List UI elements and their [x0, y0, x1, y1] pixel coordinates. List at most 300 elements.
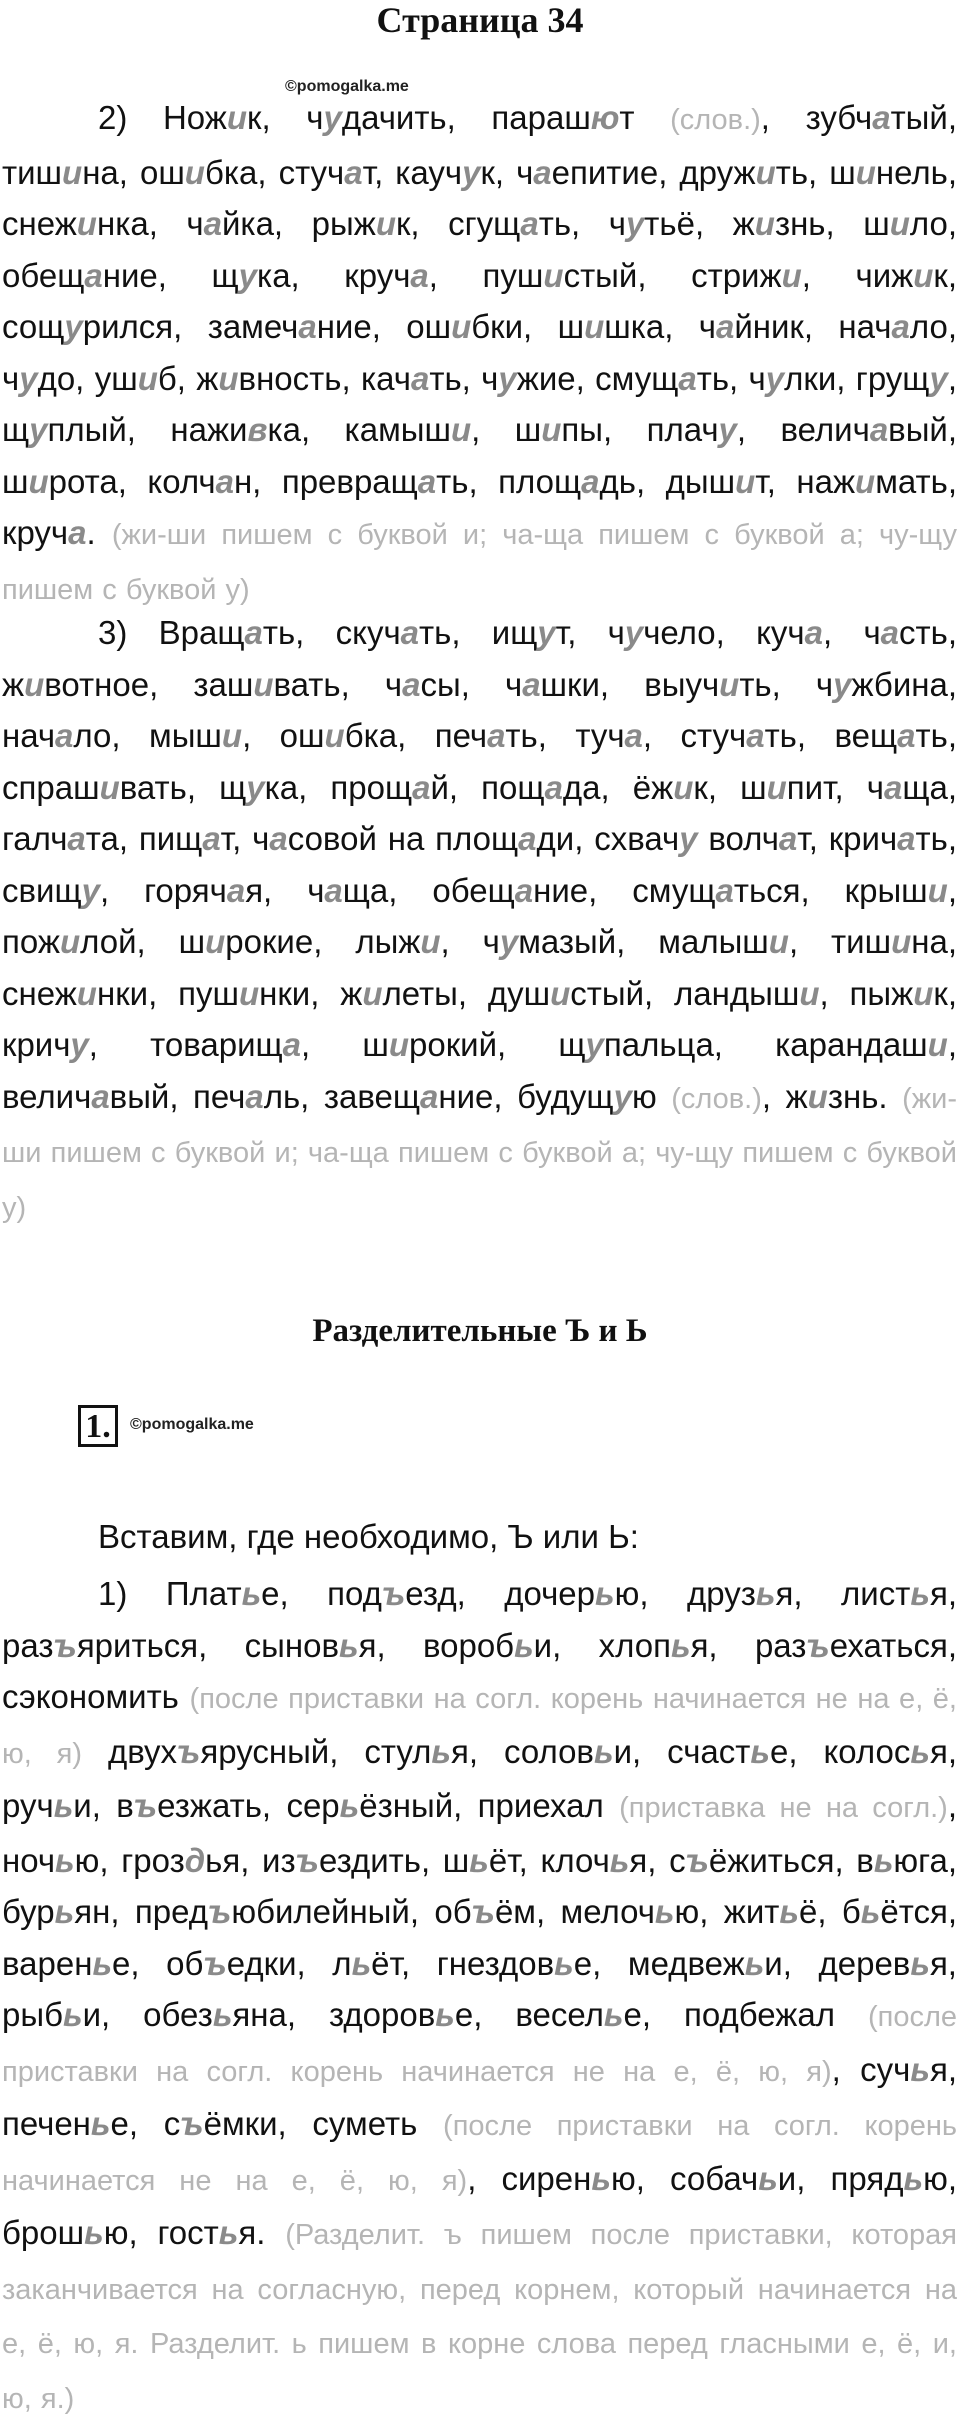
text-run: е, с [110, 2105, 181, 2142]
spelling-letter: а [518, 820, 537, 857]
text-run: , стуч [642, 717, 747, 754]
spelling-letter: а [282, 1026, 302, 1063]
text-run: сть, ж [2, 614, 957, 703]
text-run: лки, грущ [784, 359, 930, 397]
text-run: , пыж [819, 974, 914, 1012]
spelling-letter: у [323, 99, 342, 136]
text-run: ка, прощ [264, 768, 413, 806]
spelling-letter: а [715, 308, 735, 345]
text-run: ть, ч [538, 205, 626, 242]
spelling-letter: а [68, 514, 87, 551]
spelling-letter: а [91, 1077, 110, 1115]
spelling-letter: а [226, 871, 246, 909]
spelling-letter: ь [744, 1944, 765, 1982]
spelling-letter: и [584, 308, 605, 345]
text-run: рокий, щ [409, 1026, 586, 1063]
text-run: ёмки, суметь [203, 2105, 444, 2142]
text-run: е, весел [454, 1996, 604, 2033]
text-run: ю, друз [614, 1575, 756, 1612]
spelling-letter: а [897, 717, 916, 754]
text-run: ние, смущ [533, 871, 716, 909]
spelling-letter: у [624, 614, 644, 651]
spelling-letter: ъ [685, 1841, 709, 1879]
spelling-letter: у [462, 153, 481, 191]
text-run: жие, смущ [516, 359, 679, 397]
text-run: и, обез [82, 1996, 213, 2033]
text-run: , чиж [801, 256, 914, 294]
text-run: ло, мыш [73, 717, 222, 754]
text-run: и, дерев [764, 1944, 911, 1982]
spelling-letter: ь [779, 1893, 799, 1930]
text-run: вать, ч [273, 665, 403, 703]
text-run: нель, снеж [2, 153, 957, 242]
spelling-letter: ь [591, 2159, 611, 2197]
text-run: ло, обещ [2, 205, 958, 294]
text-run: стый, стриж [563, 256, 782, 294]
spelling-letter: а [746, 717, 765, 754]
text-run: рота, колч [48, 462, 216, 500]
spelling-letter: у [765, 359, 785, 397]
task-number-box: 1. [78, 1405, 118, 1447]
spelling-letter: ь [339, 1787, 360, 1824]
spelling-letter: а [269, 820, 288, 857]
spelling-letter: и [24, 665, 45, 703]
spelling-letter: ь [55, 1841, 75, 1879]
text-run: , ч [822, 614, 881, 651]
text-run: е, медвеж [573, 1944, 745, 1982]
text-run: ярусный, стул [200, 1732, 432, 1770]
text-run: я, солов [450, 1732, 594, 1770]
text-run: и, счаст [613, 1732, 751, 1770]
spelling-letter: у [625, 205, 645, 242]
text-run: , велич [2, 1026, 958, 1115]
spelling-letter: и [76, 205, 97, 242]
spelling-letter: и [781, 256, 802, 294]
text-run: ние, ош [316, 308, 452, 345]
spelling-letter: ь [860, 1893, 881, 1930]
text-run: яна, здоров [232, 1996, 436, 2033]
spelling-letter: а [84, 256, 103, 294]
spelling-letter: ь [435, 1996, 455, 2033]
text-run: двух [82, 1732, 178, 1770]
spelling-letter: а [581, 462, 600, 500]
text-run: , зубч [760, 99, 873, 136]
text-run: т, наж [755, 462, 856, 500]
text-run: я, руч [2, 1732, 958, 1824]
spelling-letter: ь [431, 1732, 451, 1770]
spelling-letter: а [520, 205, 539, 242]
spelling-letter: ь [241, 1575, 262, 1612]
text-run: ья, из [205, 1841, 296, 1879]
text-run: ть, ч [696, 359, 766, 397]
spelling-letter: ъ [53, 1626, 77, 1664]
text-run: ть, свищ [2, 820, 957, 909]
text-run: ехаться, сэкономить [2, 1626, 957, 1715]
spelling-letter: у [679, 820, 698, 857]
text-run: бка, стуч [204, 153, 345, 191]
text-run: бка, печ [344, 717, 488, 754]
spelling-letter: у [833, 665, 852, 703]
spelling-letter: а [402, 665, 421, 703]
spelling-letter: и [735, 462, 756, 500]
text-run: епитие, друж [551, 153, 756, 191]
spelling-letter: ь [554, 1944, 574, 1982]
text-run: ётся, варен [2, 1893, 957, 1982]
spelling-letter: а [203, 205, 222, 242]
text-run: тьё, ж [644, 205, 755, 242]
text-run: знь, ш [774, 205, 890, 242]
text-run: к, ш [693, 768, 767, 806]
rule-note: (после приставки на согл. корень начинается не на е, ё, ю, я) [2, 1683, 957, 1770]
spelling-letter: и [673, 768, 694, 806]
text-run: пы, плач [561, 411, 719, 448]
text-run: , ч [440, 923, 500, 960]
spelling-letter: а [533, 153, 552, 191]
text-run: к, крич [2, 974, 957, 1063]
text-run: ща, обещ [342, 871, 515, 909]
spelling-letter: у [499, 923, 519, 960]
spelling-letter: и [913, 256, 934, 294]
spelling-letter: ь [53, 1787, 74, 1824]
text-run: я, с [629, 1841, 686, 1879]
spelling-letter: ъ [180, 2105, 204, 2142]
text-run: совой на площ [287, 820, 519, 857]
text-run: дачить, параш [341, 99, 591, 136]
spelling-letter: ь [654, 1893, 675, 1930]
text-run: вотное, заш [44, 665, 254, 703]
spelling-letter: и [927, 1026, 948, 1063]
text-run: до, уш [37, 359, 138, 397]
text-run: ща, галч [2, 768, 957, 857]
spelling-letter: а [883, 768, 903, 806]
rule-note: (после приставки на согл. корень начинается не на е, ё, ю, я) [2, 2110, 957, 2197]
spelling-letter: у [238, 256, 258, 294]
text-run: ние, будущ [438, 1077, 614, 1115]
rule-note: (слов.) [671, 1082, 762, 1115]
spelling-letter: и [550, 974, 571, 1012]
text-run: я, раз [2, 1575, 957, 1664]
text-run: е, об [112, 1944, 204, 1982]
text-run: т, ч [220, 820, 270, 857]
spelling-letter: и [362, 974, 383, 1012]
text-run: ть, ищ [419, 614, 538, 651]
spelling-letter: ь [593, 1732, 614, 1770]
spelling-letter: и [719, 665, 740, 703]
text-run: знь. [827, 1077, 903, 1115]
text-run: мать, круч [2, 462, 957, 551]
spelling-letter: у [246, 768, 265, 806]
spelling-letter: ь [758, 2159, 778, 2197]
spelling-letter: а [55, 717, 74, 754]
text-run: , суч [831, 2050, 911, 2088]
spelling-letter: ь [90, 2105, 111, 2142]
spelling-letter: ь [755, 1575, 776, 1612]
text-run: вать, щ [119, 768, 247, 806]
text-run: ё, б [798, 1893, 861, 1930]
spelling-letter: у [498, 359, 517, 397]
spelling-letter: а [244, 614, 263, 651]
spelling-letter: ь [92, 1944, 113, 1982]
text-run: бки, ш [471, 308, 585, 345]
text-run: я, рыб [2, 1944, 957, 2033]
spelling-letter: а [298, 308, 317, 345]
text-run: я, ч [245, 871, 325, 909]
text-run: пальца, карандаш [603, 1026, 928, 1063]
text-run: ю [631, 1077, 672, 1115]
spelling-letter: и [927, 871, 948, 909]
text-run: т, кауч [362, 153, 463, 191]
text-run: ю, брош [2, 2159, 958, 2251]
spelling-letter: у [64, 308, 83, 345]
spelling-letter: и [799, 974, 820, 1012]
spelling-letter: а [245, 1077, 264, 1115]
spelling-letter: а [872, 99, 891, 136]
spelling-letter: ь [84, 2214, 104, 2251]
spelling-letter: и [420, 923, 441, 960]
spelling-letter: ъ [177, 1732, 201, 1770]
text-run: к, сгущ [395, 205, 521, 242]
text-run: е, под [261, 1575, 382, 1612]
spelling-letter: а [514, 871, 534, 909]
text-run: жбина, нач [2, 665, 957, 754]
spelling-letter: а [324, 871, 343, 909]
rule-note: (жи-ши пишем с буквой и; ча-ща пишем с буквой а; чу-щу пишем с буквой у) [2, 519, 957, 606]
spelling-letter: и [450, 411, 472, 448]
spelling-letter: ь [595, 1575, 615, 1612]
text-run: , товарищ [88, 1026, 283, 1063]
watermark: ©pomogalka.me [285, 78, 409, 95]
spelling-letter: и [137, 359, 158, 397]
spelling-letter: а [410, 256, 429, 294]
text-run: едки, л [226, 1944, 352, 1982]
spelling-letter: у [537, 614, 556, 651]
spelling-letter: а [880, 614, 900, 651]
spelling-letter: и [238, 974, 260, 1012]
text-run: ян, пред [74, 1893, 208, 1930]
text-run: езжать, сер [157, 1787, 340, 1824]
task-2-answer [2, 92, 957, 616]
text-run: лой, ш [80, 923, 206, 960]
spelling-letter: и [541, 411, 562, 448]
spelling-letter: а [420, 1077, 439, 1115]
text-run: та, пищ [85, 820, 203, 857]
text-run: ть, вещ [764, 717, 898, 754]
spelling-letter: а [412, 768, 431, 806]
text-run: ние, щ [102, 256, 239, 294]
spelling-letter: в [247, 411, 268, 448]
text-run: вность, кач [238, 359, 411, 397]
spelling-letter: а [678, 359, 697, 397]
spelling-letter: ъ [471, 1893, 495, 1930]
spelling-letter: и [205, 923, 226, 960]
watermark: ©pomogalka.me [130, 1416, 254, 1433]
task-instruction: Вставим, где необходимо, Ъ или Ь: [98, 1518, 639, 1555]
spelling-letter: ь [910, 1575, 930, 1612]
text-run: ю, гроз [74, 1841, 185, 1879]
spelling-letter: ь [338, 1626, 359, 1664]
text-run: плый, нажи [47, 411, 248, 448]
text-run: ю, гост [103, 2214, 219, 2251]
text-run: нки, ж [259, 974, 363, 1012]
text-run: , ош [242, 717, 325, 754]
text-run: на, ош [82, 153, 185, 191]
text-run: ёт, гнездов [371, 1944, 555, 1982]
text-run: и, хлоп [533, 1626, 671, 1664]
text-run: ездить, ш [318, 1841, 470, 1879]
spelling-letter: а [202, 820, 221, 857]
spelling-letter: и [543, 256, 564, 294]
page-title: Страница 34 [376, 0, 584, 40]
text-run: й, пощ [430, 768, 545, 806]
spelling-letter: а [410, 359, 430, 397]
spelling-letter: а [417, 462, 437, 500]
text-run: нки, пуш [96, 974, 239, 1012]
spelling-letter: ь [603, 1996, 624, 2033]
text-run: 3) Вращ [98, 614, 245, 651]
text-run: , ноч [2, 1787, 958, 1879]
spelling-letter: и [59, 923, 81, 960]
spelling-letter: ь [873, 1841, 894, 1879]
text-run: к, ч [480, 153, 534, 191]
spelling-letter: ъ [295, 1841, 319, 1879]
text-run: 1) Плат [98, 1575, 242, 1612]
spelling-letter: ь [514, 1626, 534, 1664]
text-run: и, пряд [777, 2159, 904, 2197]
text-run: да, ёж [562, 768, 674, 806]
text-run: , тиш [788, 923, 892, 960]
spelling-letter: у [929, 359, 948, 397]
text-run: йник, нач [734, 308, 892, 345]
spelling-letter: и [913, 974, 934, 1012]
spelling-letter: и [889, 205, 910, 242]
spelling-letter: и [226, 99, 248, 136]
spelling-letter: а [778, 820, 798, 857]
text-run: я, вороб [358, 1626, 515, 1664]
spelling-letter: и [451, 308, 472, 345]
spelling-letter: ь [910, 1732, 930, 1770]
spelling-letter: и [388, 1026, 410, 1063]
text-run: , ж [761, 1077, 808, 1115]
text-run: ть, скуч [262, 614, 401, 651]
text-run: волч [697, 820, 779, 857]
task-3-answer [2, 607, 957, 1234]
spelling-letter: ь [469, 1841, 489, 1879]
spelling-letter: ь [54, 1893, 75, 1930]
text-run: ка, камыш [267, 411, 451, 448]
spelling-letter: ь [910, 1944, 930, 1982]
text-run: ёжиться, в [708, 1841, 874, 1879]
text-run: е, подбежал [623, 1996, 868, 2033]
text-run: 2) Нож [98, 99, 227, 136]
spelling-letter: а [869, 411, 889, 448]
spelling-letter: и [766, 768, 787, 806]
text-run: к, сощ [2, 256, 957, 345]
spelling-letter: и [99, 768, 120, 806]
spelling-letter: а [522, 665, 541, 703]
text-run: т, ч [555, 614, 625, 651]
task-1-answer [2, 1568, 957, 2425]
spelling-letter: и [807, 1077, 828, 1115]
spelling-letter: ъ [207, 1893, 232, 1930]
text-run: чело, куч [643, 614, 805, 651]
spelling-letter: а [67, 820, 86, 857]
text-run: к, ч [247, 99, 324, 136]
spelling-letter: и [855, 462, 876, 500]
spelling-letter: а [897, 820, 916, 857]
spelling-letter: и [324, 717, 345, 754]
spelling-letter: и [755, 153, 776, 191]
spelling-letter: ь [609, 1841, 630, 1879]
text-run: б, ж [157, 359, 219, 397]
text-run: рокие, лыж [225, 923, 421, 960]
text-run: шки, выуч [540, 665, 720, 703]
spelling-letter: и [218, 359, 239, 397]
text-run: ть, туч [505, 717, 625, 754]
text-run: я. [238, 2214, 286, 2251]
spelling-letter: ъ [806, 1626, 830, 1664]
spelling-letter: и [253, 665, 274, 703]
spelling-letter: у [19, 359, 38, 397]
text-run: ка, круч [257, 256, 411, 294]
text-run: ю, собач [610, 2159, 759, 2197]
text-run: дь, дыш [599, 462, 736, 500]
spelling-letter: и [28, 462, 49, 500]
text-run: , сирен [467, 2159, 592, 2197]
text-run: , пуш [428, 256, 544, 294]
text-run: йка, рыж [221, 205, 376, 242]
text-run: ёт, клоч [488, 1841, 610, 1879]
spelling-letter: и [184, 153, 205, 191]
spelling-letter: и [221, 717, 243, 754]
spelling-letter: а [400, 614, 420, 651]
text-run: н, превращ [233, 462, 418, 500]
section-title: Разделительные Ъ и Ь [312, 1313, 648, 1349]
spelling-letter: ю [590, 99, 620, 136]
text-run: леты, душ [382, 974, 551, 1012]
rule-note: (слов.) [670, 104, 761, 136]
text-run: , ш [471, 411, 542, 448]
text-run: ть, площ [436, 462, 582, 500]
text-run: нка, ч [96, 205, 204, 242]
text-run: ться, крыш [733, 871, 928, 909]
text-run: ть, спраш [2, 717, 958, 806]
spelling-letter: а [487, 717, 506, 754]
text-run: ло, ч [2, 308, 957, 397]
text-run: я, лист [775, 1575, 911, 1612]
text-run: , ш [301, 1026, 389, 1063]
text-run: тый, тиш [2, 99, 957, 191]
text-run: юбилейный, об [231, 1893, 472, 1930]
rule-note: (Разделит. ъ пишем после приставки, которая заканчивается на согласную, перед корнем, который начинается на е, ё, ю, я. Разделит. ь пишем в корне слова перед гласными е, ё, и, ю, я.) [2, 2219, 957, 2415]
text-run: мазый, малыш [518, 923, 769, 960]
spelling-letter: ь [62, 1996, 83, 2033]
spelling-letter: а [624, 717, 643, 754]
spelling-letter: ъ [133, 1787, 158, 1824]
text-run: на, снеж [2, 923, 958, 1012]
spelling-letter: ъ [203, 1944, 227, 1982]
text-run: . [86, 514, 112, 551]
spelling-letter: у [81, 871, 100, 909]
text-run: я, раз [690, 1626, 807, 1664]
text-run: ль, завещ [263, 1077, 421, 1115]
spelling-letter: и [754, 205, 775, 242]
spelling-letter: ь [212, 1996, 233, 2033]
text-run: ём, мелоч [494, 1893, 655, 1930]
text-run: ть, ш [775, 153, 856, 191]
text-run: ёзный, приехал [359, 1787, 620, 1824]
text-run: , велич [736, 411, 870, 448]
text-run: юга, бур [2, 1841, 958, 1930]
